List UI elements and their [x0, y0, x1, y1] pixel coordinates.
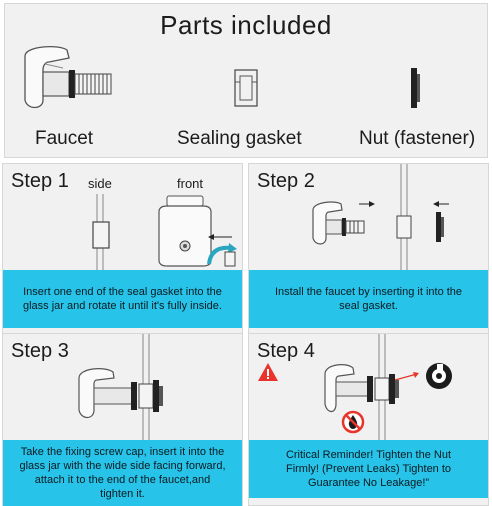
step-1-instruction: Insert one end of the seal gasket into the glass jar and rotate it until it's fully inside. [3, 270, 242, 328]
nut-icon [407, 66, 423, 110]
tighten-diagram-icon [321, 334, 431, 440]
part-label-sealing-gasket: Sealing gasket [177, 128, 302, 149]
faucet-icon [19, 44, 119, 124]
side-label: side [88, 176, 112, 191]
front-label: front [177, 176, 204, 191]
leak-prohibited-icon [341, 410, 365, 434]
step-1-title: Step 1 [11, 170, 69, 192]
step-2-instruction: Install the faucet by inserting it into the seal gasket. [249, 270, 488, 328]
arrow-left-icon [208, 232, 234, 242]
part-label-faucet: Faucet [35, 128, 94, 149]
gasket-side-view-icon [91, 194, 111, 274]
rotation-arrow-icon [205, 242, 239, 268]
parts-title: Parts included [160, 10, 332, 40]
part-label-nut: Nut (fastener) [359, 128, 476, 149]
step-4-title: Step 4 [257, 340, 315, 362]
step-1-panel [2, 163, 243, 336]
step-3-title: Step 3 [11, 340, 69, 362]
step-3-panel [2, 333, 243, 506]
step-2-title: Step 2 [257, 170, 315, 192]
parts-included-panel [4, 3, 488, 158]
gasket-icon [233, 68, 259, 108]
step-3-instruction: Take the fixing screw cap, insert it into the glass jar with the wide side facing forward, attach it to the end of the faucet,and tighten it. [3, 440, 242, 506]
faucet-insert-diagram-icon [309, 164, 459, 272]
step-4-panel [248, 333, 489, 506]
wrench-icon [425, 362, 453, 390]
step-4-instruction: Critical Reminder! Tighten the Nut Firmly! (Prevent Leaks) Tighten to Guarantee No Leakage!” [249, 440, 488, 498]
warning-icon [257, 362, 279, 382]
nut-attach-diagram-icon [75, 334, 185, 440]
step-2-panel [248, 163, 489, 336]
